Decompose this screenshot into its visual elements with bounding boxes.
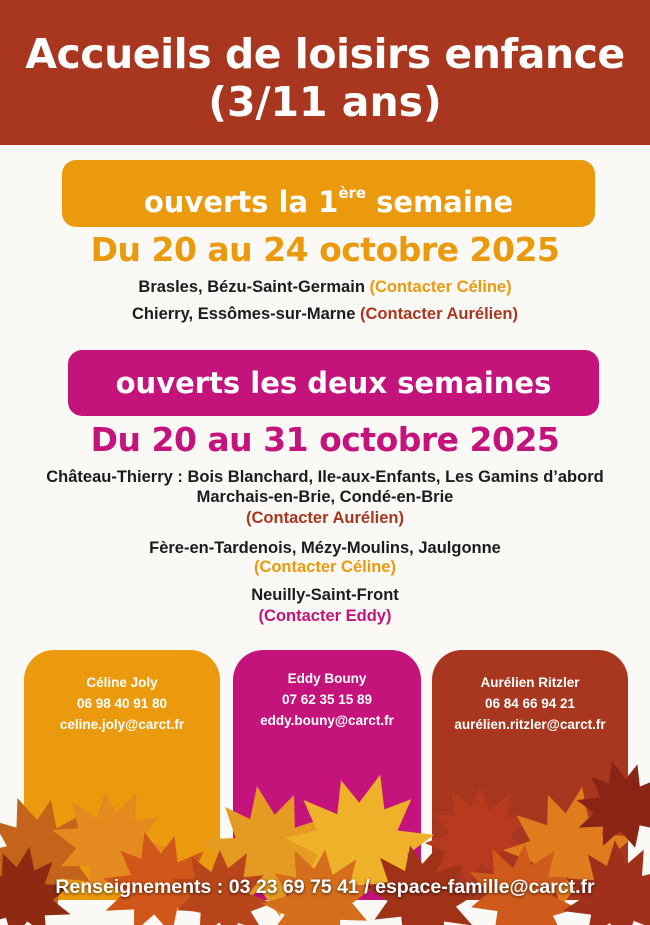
group1-line1: Château-Thierry : Bois Blanchard, Ile-aux-Enfants, Les Gamins d’abord [46, 468, 604, 486]
footer-info: Renseignements : 03 23 69 75 41 / espace-famille@carct.fr [55, 876, 595, 898]
contact-email: celine.joly@carct.fr [59, 717, 185, 732]
contact-name: Eddy Bouny [287, 671, 367, 686]
first-week-row-2 [0, 305, 650, 324]
first-week-row-1-contact: (Contacter Céline) [369, 278, 512, 296]
group2-line1: Fère-en-Tardenois, Mézy-Moulins, Jaulgonne [149, 539, 501, 557]
header-banner [0, 0, 650, 145]
group1-contact: (Contacter Aurélien) [246, 509, 404, 527]
first-week-row-1-places: Brasles, Bézu-Saint-Germain [138, 278, 370, 296]
two-weeks-banner: ouverts les deux semaines [68, 350, 599, 416]
group2-contact: (Contacter Céline) [253, 558, 397, 576]
first-week-banner-sup: ère [338, 184, 367, 202]
contact-name: Aurélien Ritzler [480, 675, 580, 690]
contact-email: aurélien.ritzler@carct.fr [454, 717, 606, 732]
first-week-banner-suffix: semaine [366, 185, 514, 219]
contact-phone: 07 62 35 15 89 [281, 692, 373, 707]
first-week-row-2-contact: (Contacter Aurélien) [360, 305, 519, 323]
contact-phone: 06 98 40 91 80 [76, 696, 168, 711]
page-subtitle-age: (3/11 ans) [208, 78, 442, 126]
group3-line1: Neuilly-Saint-Front [251, 586, 399, 604]
contact-name: Céline Joly [86, 675, 158, 690]
group1-line2: Marchais-en-Brie, Condé-en-Brie [196, 488, 454, 506]
first-week-banner-text: ouverts la 1 [143, 185, 339, 219]
page-title: Accueils de loisirs enfance [25, 30, 625, 78]
group3-contact: (Contacter Eddy) [258, 607, 392, 625]
contact-phone: 06 84 66 94 21 [484, 696, 576, 711]
contact-email: eddy.bouny@carct.fr [260, 713, 394, 728]
first-week-row-1 [0, 278, 650, 297]
first-week-row-2-places: Chierry, Essômes-sur-Marne [131, 305, 361, 323]
first-week-dates: Du 20 au 24 octobre 2025 [90, 230, 560, 269]
two-weeks-dates: Du 20 au 31 octobre 2025 [90, 420, 560, 459]
first-week-banner [62, 160, 595, 227]
